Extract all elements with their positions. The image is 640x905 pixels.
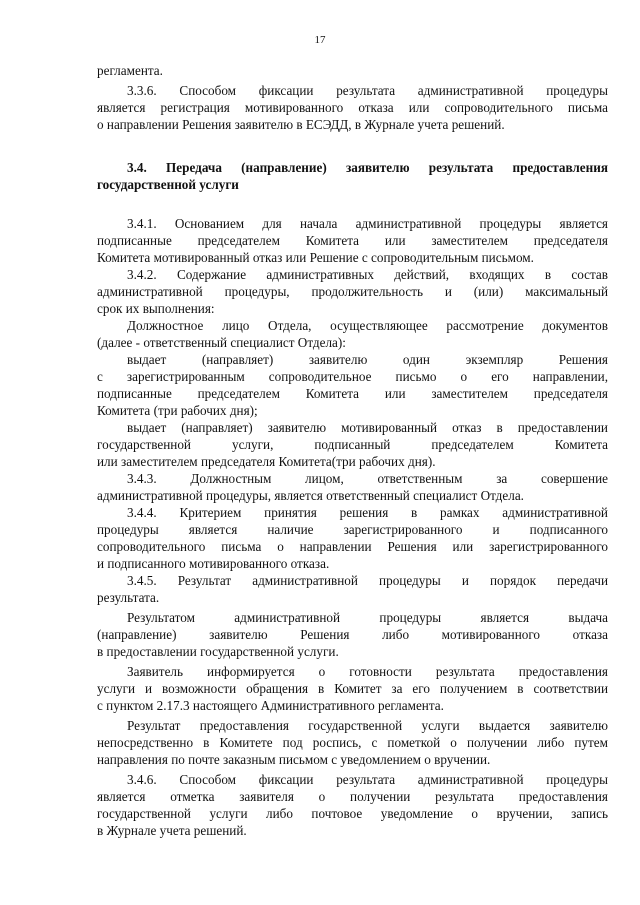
text-line: Заявитель информируется о готовности результата предоставления (127, 664, 608, 679)
text-line: срок их выполнения: (97, 301, 215, 316)
text-line: выдает (направляет) заявителю мотивированный отказ в предоставлении (127, 420, 608, 435)
text-line: 3.4.2. Содержание административных действий, входящих в состав (127, 267, 608, 282)
text-line: процедуры является наличие зарегистрированного и подписанного (97, 522, 608, 537)
text-line: направления по почте заказным письмом с уведомлением о вручении. (97, 752, 491, 767)
paragraph-3-4-6 (97, 771, 608, 839)
paragraph-issues-decision (97, 351, 608, 419)
paragraph-3-3-6 (97, 82, 608, 133)
paragraph-applicant-informed (97, 663, 608, 714)
text-line: государственной услуги (97, 177, 239, 192)
section-heading-3-4 (97, 159, 608, 193)
text-line: подписанные председателем Комитета или заместителем председателя (97, 386, 608, 401)
paragraph-issues-refusal (97, 419, 608, 470)
text-line: Результат предоставления государственной услуги выдается заявителю (127, 718, 608, 733)
text-line: Результатом административной процедуры является выдача (127, 610, 608, 625)
text-line: регламента. (97, 63, 163, 78)
text-line: Комитета мотивированный отказ или Решение с сопроводительным письмом. (97, 250, 534, 265)
text-line: с пунктом 2.17.3 настоящего Административного регламента. (97, 698, 444, 713)
text-line: административной процедуры, продолжительность и (или) максимальный (97, 284, 608, 299)
text-line: (направление) заявителю Решения либо мотивированного отказа (97, 627, 608, 642)
text-line: выдает (направляет) заявителю один экземпляр Решения (127, 352, 608, 367)
text-line: о направлении Решения заявителю в ЕСЭДД, в Журнале учета решений. (97, 117, 505, 132)
text-line: является регистрация мотивированного отказа или сопроводительного письма (97, 100, 608, 115)
document-body (97, 62, 608, 839)
text-line: 3.4.1. Основанием для начала административной процедуры является (127, 216, 608, 231)
text-line: подписанные председателем Комитета или заместителем председателя (97, 233, 608, 248)
text-line: 3.4.4. Критерием принятия решения в рамках административной (127, 505, 608, 520)
paragraph-result-is (97, 609, 608, 660)
text-line: 3.4.3. Должностным лицом, ответственным за совершение (127, 471, 608, 486)
text-line: непосредственно в Комитете под роспись, с пометкой о получении либо путем (97, 735, 608, 750)
paragraph-3-4-1 (97, 215, 608, 266)
text-line: Должностное лицо Отдела, осуществляющее рассмотрение документов (127, 318, 608, 333)
text-line: результата. (97, 590, 160, 605)
text-line: 3.4.5. Результат административной процедуры и порядок передачи (127, 573, 608, 588)
page-number: 17 (314, 34, 326, 46)
paragraph-3-4-4 (97, 504, 608, 572)
text-line: 3.4.6. Способом фиксации результата административной процедуры (127, 772, 608, 787)
text-line: Комитета (три рабочих дня); (97, 403, 258, 418)
paragraph-result-issued (97, 717, 608, 768)
paragraph-3-4-3 (97, 470, 608, 504)
text-line: с зарегистрированным сопроводительное письмо о его направлении, (97, 369, 608, 384)
text-line: 3.4. Передача (направление) заявителю результата предоставления (127, 160, 608, 175)
text-line: административной процедуры, является ответственный специалист Отдела. (97, 488, 524, 503)
paragraph-responsible-official (97, 317, 608, 351)
paragraph-3-4-5 (97, 572, 608, 606)
text-line: государственной услуги либо почтовое уведомление о вручении, запись (97, 806, 608, 821)
text-line: сопроводительного письма о направлении Решения или зарегистрированного (97, 539, 608, 554)
text-line: в Журнале учета решений. (97, 823, 247, 838)
text-line: государственной услуги, подписанный председателем Комитета (97, 437, 608, 452)
text-line: является отметка заявителя о получении результата предоставления (97, 789, 608, 804)
text-line: 3.3.6. Способом фиксации результата административной процедуры (127, 83, 608, 98)
text-line: и подписанного мотивированного отказа. (97, 556, 330, 571)
paragraph-continuation (97, 62, 608, 79)
text-line: услуги и возможности обращения в Комитет за его получением в соответствии (97, 681, 608, 696)
text-line: (далее - ответственный специалист Отдела): (97, 335, 346, 350)
text-line: в предоставлении государственной услуги. (97, 644, 339, 659)
text-line: или заместителем председателя Комитета(три рабочих дня). (97, 454, 436, 469)
paragraph-3-4-2 (97, 266, 608, 317)
